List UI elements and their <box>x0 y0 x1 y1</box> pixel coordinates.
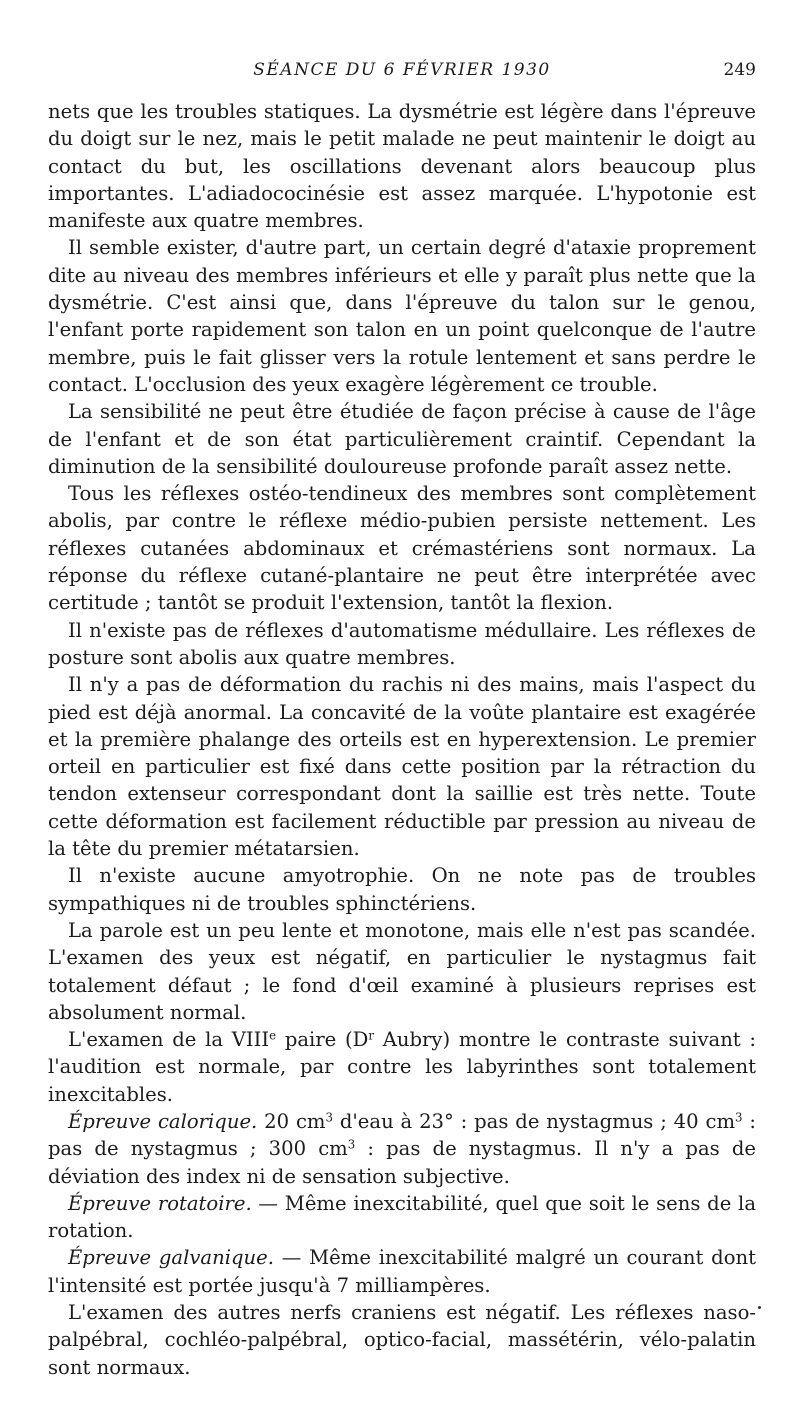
viii-text-before: L'examen de la VIII <box>68 1028 270 1052</box>
paragraph-reflexes: Tous les réflexes ostéo-tendineux des membres sont complètement abolis, par contre le réflexe médio-pubien persiste nettement. Les réflexes cutanées abdominaux et crémastériens sont normaux. La réponse du réflexe cutané-plantaire ne peut être interprétée avec certitude ; tantôt se produit l'extension, tantôt la flexion. <box>48 482 756 615</box>
viii-superscript-r: r <box>368 1028 374 1043</box>
paragraph-caloric-test <box>48 1108 756 1190</box>
paragraph-viii-nerve <box>48 1026 756 1108</box>
paragraph-rotatory-test <box>48 1190 756 1245</box>
paragraph-deformation: Il n'y a pas de déformation du rachis ni des mains, mais l'aspect du pied est déjà anormal. La concavité de la voûte plantaire est exagérée et la première phalange des orteils est en hyperextension. Le premier orteil en particulier est fixé dans cette position par la rétraction du tendon extenseur correspondant dont la saillie est très nette. Toute cette déformation est facilement réductible par pression au niveau de la tête du premier métatarsien. <box>48 673 756 861</box>
article-body <box>48 98 756 1381</box>
page-header <box>48 60 756 88</box>
caloric-sup-3: 3 <box>347 1137 356 1152</box>
rotatory-label: Épreuve rotatoire. <box>68 1191 252 1215</box>
galvanic-label: Épreuve galvanique. <box>68 1246 274 1270</box>
rotatory-text: — Même inexcitabilité, quel que soit le sens de la rotation. <box>48 1191 756 1243</box>
galvanic-text: — Même inexcitabilité malgré un courant dont l'intensité est portée jusqu'à 7 milliampères. <box>48 1246 756 1297</box>
paragraph-speech-eyes: La parole est un peu lente et monotone, mais elle n'est pas scandée. L'examen des yeux est négatif, en particulier le nystagmus fait totalement défaut ; le fond d'œil examiné à plusieurs reprises est absolument normal. <box>48 918 756 1024</box>
paragraph-ataxia: Il semble exister, d'autre part, un certain degré d'ataxie proprement dite au niveau des membres inférieurs et elle y paraît plus nette que la dysmétrie. C'est ainsi que, dans l'épreuve du talon sur le genou, l'enfant porte rapidement son talon en un point quelconque de l'autre membre, puis le fait glisser vers la rotule lentement et sans perdre le contact. L'occlusion des yeux exagère légèrement ce trouble. <box>48 236 756 396</box>
caloric-sup-1: 3 <box>325 1110 333 1125</box>
caloric-text-4: : pas de nystagmus. Il n'y a pas de déviation des index ni de sensation subjective. <box>48 1137 756 1188</box>
paragraph-cerebellar-signs: nets que les troubles statiques. La dysmétrie est légère dans l'épreuve du doigt sur le nez, mais le petit malade ne peut maintenir le doigt au contact du but, les oscillations devenant alors beaucoup plus importantes. L'adiadococinésie est assez marquée. L'hypotonie est manifeste aux quatre membres. <box>48 100 756 233</box>
paragraph-cranial-nerves: L'examen des autres nerfs craniens est négatif. Les réflexes naso-palpébral, cochléo-palpébral, optico-facial, massétérin, vélo-palatin sont normaux. <box>48 1301 756 1379</box>
caloric-text-1: 20 cm <box>257 1109 326 1133</box>
paragraph-amyotrophy: Il n'existe aucune amyotrophie. On ne note pas de troubles sympathiques ni de troubles sphinctériens. <box>48 864 756 915</box>
viii-superscript-e: e <box>269 1028 277 1043</box>
viii-text-after: Aubry) montre le contraste suivant : l'audition est normale, par contre les labyrinthes sont totalement inexcitables. <box>48 1028 757 1106</box>
print-speck <box>758 1306 761 1309</box>
caloric-text-3: : pas de nystagmus ; 300 cm <box>48 1109 756 1161</box>
viii-text-mid: paire (D <box>276 1028 369 1052</box>
running-title: SÉANCE DU 6 FÉVRIER 1930 <box>253 60 551 80</box>
paragraph-automatism: Il n'existe pas de réflexes d'automatisme médullaire. Les réflexes de posture sont abolis aux quatre membres. <box>48 618 756 669</box>
page-number: 249 <box>723 60 756 80</box>
caloric-label: Épreuve calorique. <box>68 1109 258 1133</box>
paragraph-sensibility: La sensibilité ne peut être étudiée de façon précise à cause de l'âge de l'enfant et de son état particulièrement craintif. Cependant la diminution de la sensibilité douloureuse profonde paraît assez nette. <box>48 400 756 478</box>
paragraph-galvanic-test <box>48 1244 756 1299</box>
caloric-text-2: d'eau à 23° : pas de nystagmus ; 40 cm <box>333 1109 736 1133</box>
caloric-sup-2: 3 <box>735 1110 743 1125</box>
